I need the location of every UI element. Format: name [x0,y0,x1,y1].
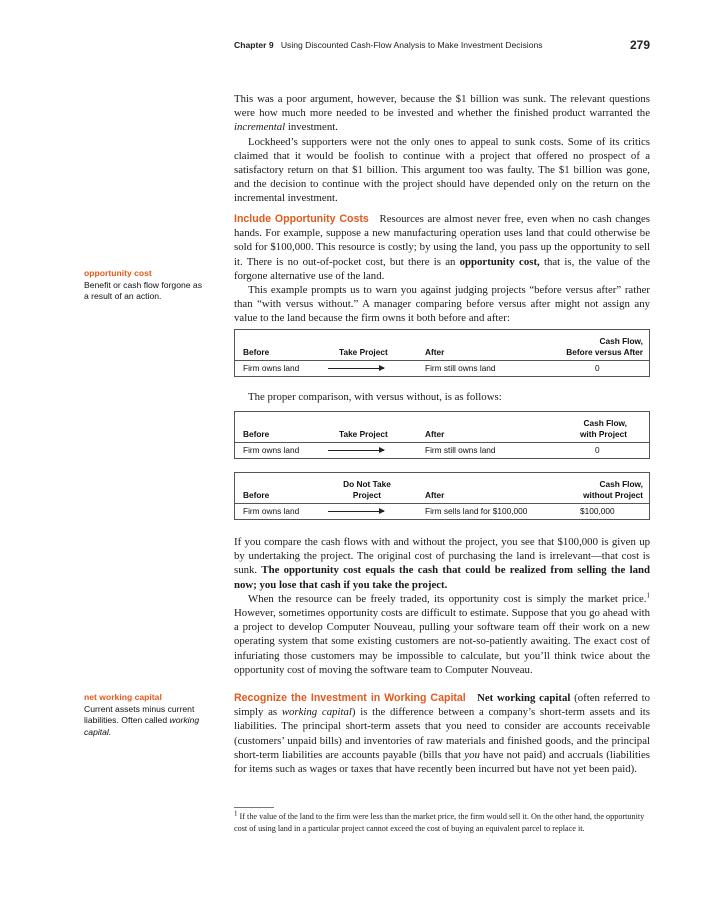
margin-note-net-working-capital [84,692,204,738]
arrow-icon [328,368,384,369]
col-before: Before [243,429,270,439]
working-capital-section [234,691,650,776]
margin-note-opportunity-cost [84,268,204,303]
cell-cash-flow: 0 [595,445,600,455]
arrow-icon [328,450,384,451]
cell-after: Firm sells land for $100,000 [425,506,528,516]
margin-term: net working capital [84,692,162,702]
footnote-marker: 1 [234,809,238,818]
margin-definition: Current assets minus current liabilities. Often called [84,703,195,726]
col-after: After [425,490,445,500]
intro-paragraph-1: This was a poor argument, however, because the $1 billion was sunk. The relevant questions were how much more needed to be invested and whether the finished product warranted the incremental investment. [234,93,650,134]
comparison-paragraph-1: If you compare the cash flows with and without the project, you see that $100,000 is given up by undertaking the project. The original cost of purchasing the land is irrelevant—that cost is sunk. The opportunity cost equals the cash that could be realized from selling the land now; you lose that cash if you take the project. [234,536,651,591]
comparison-paragraph-2: When the resource can be freely traded, its opportunity cost is simply the market price.$^1$ However, sometimes opportunity costs are difficult to estimate. Suppose that you go ahead with a project to develop Computer Nouveau, pulling your software team off their work on a new operating system that some existing customers are not-so-patiently awaiting. The exact cost of infuriating those customers may be impossible to calculate, but you’ll think twice about the opportunity cost of moving the software team to Computer Nouveau. [234,591,650,676]
comparison-section [234,535,650,677]
footnote-rule [234,807,274,808]
table-before-after [234,329,650,377]
cell-before: Firm owns land [243,363,300,373]
table-header [235,473,649,504]
opportunity-paragraph-1: Include Opportunity Costs Resources are almost never free, even when no cash changes hands. For example, suppose a new manufacturing operation uses land that could otherwise be sold for $100,000. This resource is costly; by using the land, you pass up the opportunity to sell it. There is no out-of-pocket cost, but there is an opportunity cost, that is, the value of the forgone alternative use of the land. [234,213,650,282]
between-tables-text: The proper comparison, with versus without, is as follows: [248,391,502,403]
footnote-ref: 1 [646,591,650,600]
section-heading-working-capital: Recognize the Investment in Working Capital [234,692,466,704]
col-take-project: Take Project [339,347,388,357]
col-cash-flow: Cash Flow, with Project [579,418,627,439]
table-header [235,330,649,361]
col-before: Before [243,490,270,500]
chapter-title: Using Discounted Cash-Flow Analysis to Make Investment Decisions [280,40,543,50]
key-statement: The opportunity cost equals the cash that could be realized from selling the land now; you lose that cash if you take the project. [234,564,651,591]
chapter-label: Chapter 9 [234,40,274,50]
working-capital-paragraph: Recognize the Investment in Working Capital Net working capital (often referred to simply as working capital) is the difference between a company’s short-term assets and its liabilities. The principal short-term assets that you need to consider are accounts receivable (customers’ unpaid bills) and inventories of raw materials and finished goods, and the principal short-term liabilities are accounts payable (bills that you have not paid) and accruals (liabilities for items such as wages or taxes that have recently been incurred but have not yet been paid). [234,692,651,776]
table-header [235,412,649,443]
table-row [235,361,649,376]
col-cash-flow: Cash Flow, Before versus After [566,336,643,357]
page-number: 279 [629,38,650,52]
col-after: After [425,347,445,357]
table-with-project [234,411,650,459]
margin-definition-emphasis: working capital. [84,715,200,737]
intro-paragraph-2: Lockheed’s supporters were not the only ones to appeal to sunk costs. Some of its critics claimed that it would be foolish to continue with a project that offered no prospect of a satisfactory return on that $1 billion. This argument too was faulty. The $1 billion was gone, and the decision to continue with the project should have depended only on the return on the incremental investment. [234,135,650,205]
margin-definition: Benefit or cash flow forgone as a result of an action. [84,279,202,302]
table-row [235,443,649,458]
cell-before: Firm owns land [243,506,300,516]
opportunity-cost-term: opportunity cost, [459,255,540,268]
cell-cash-flow: 0 [595,363,600,373]
table-without-project [234,472,650,520]
cell-cash-flow: $100,000 [580,506,615,516]
col-before: Before [243,347,270,357]
footnote [234,807,650,836]
opportunity-section [234,212,650,326]
net-working-capital-term: Net working capital [477,692,571,704]
intro-section [234,92,650,206]
section-heading-opportunity: Include Opportunity Costs [234,213,369,225]
col-after: After [425,429,445,439]
col-do-not-take: Do Not Take Project [343,479,391,500]
chapter-line [234,40,543,50]
col-take-project: Take Project [339,429,388,439]
footnote-text: $^1$ If the value of the land to the firm were less than the market price, the firm would sell it. On the other hand, the opportunity cost of using land in a particular project cannot exceed the cost of buying an equivalent parcel to replace it. [234,809,645,834]
margin-term: opportunity cost [84,268,152,278]
cell-after: Firm still owns land [425,363,496,373]
cell-after: Firm still owns land [425,445,496,455]
running-header [234,38,650,54]
col-cash-flow: Cash Flow, without Project [583,479,643,500]
opportunity-paragraph-2: This example prompts us to warn you against judging projects “before versus after” rather than “with versus without.” A manager comparing before versus after might not assign any value to the land because the firm owns it both before and after: [234,284,650,325]
table-row [235,504,649,519]
arrow-icon [328,511,384,512]
cell-before: Firm owns land [243,445,300,455]
